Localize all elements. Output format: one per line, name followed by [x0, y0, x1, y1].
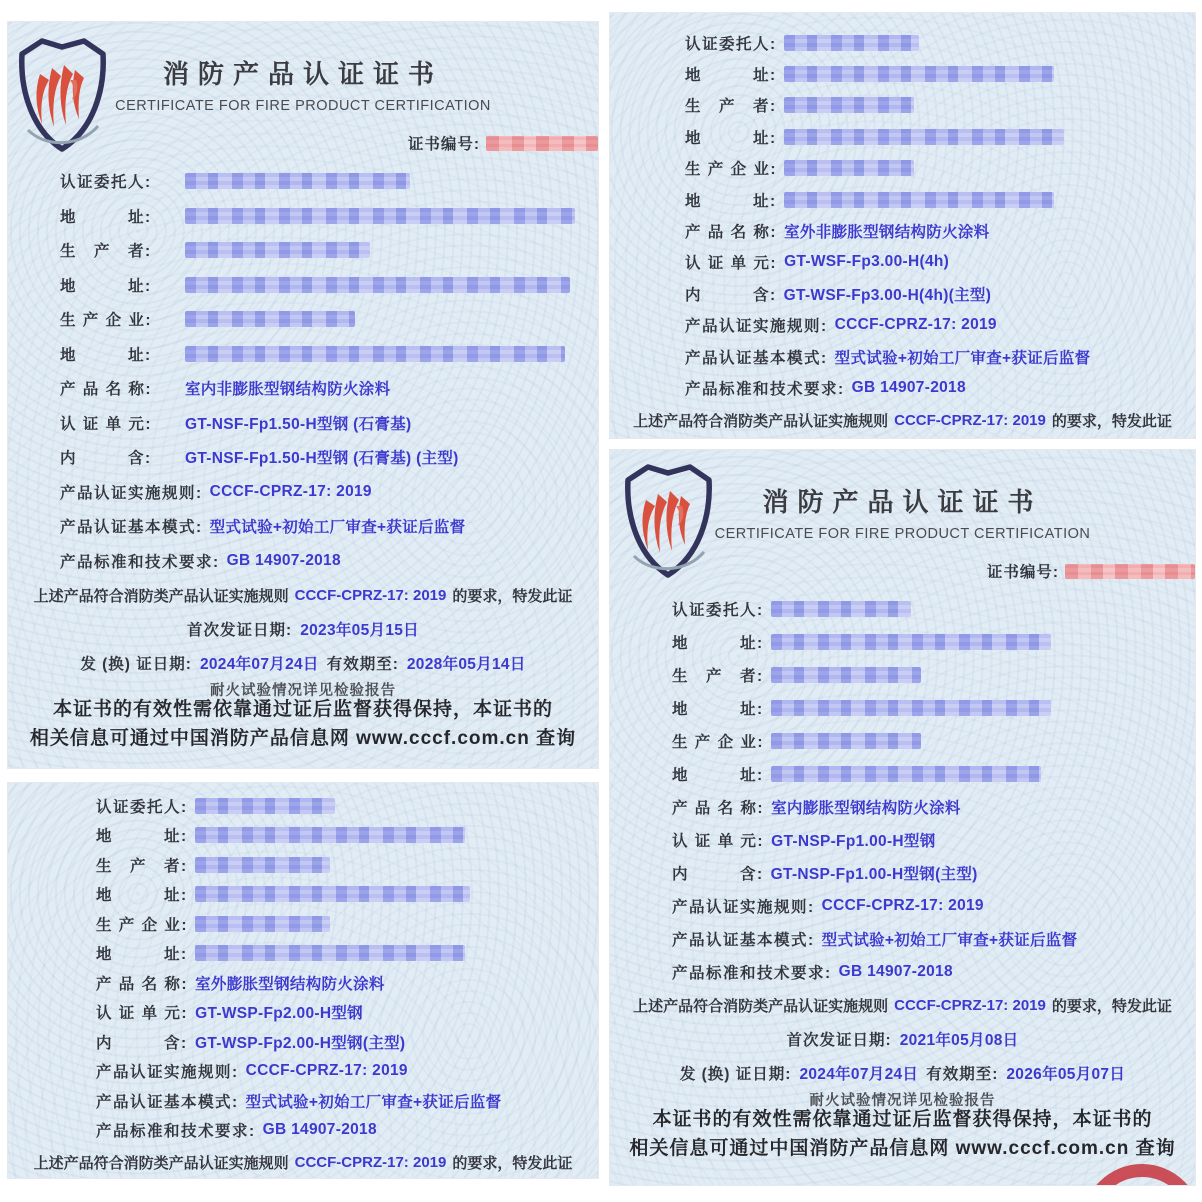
valid-until-label: 有效期至: — [326, 656, 399, 673]
field-label: 地 址: — [685, 192, 777, 210]
field-value: GT-WSF-Fp3.00-H(4h)(主型) — [783, 286, 992, 304]
field-label: 地 址: — [96, 828, 188, 846]
field-row — [8, 544, 598, 579]
field-row — [610, 658, 1195, 691]
certificate-bottom-right — [610, 450, 1195, 1185]
statement-rule-code: CCCF-CPRZ-17: 2019 — [294, 586, 447, 604]
red-seal-partial — [1082, 1164, 1195, 1185]
field-row — [8, 998, 598, 1028]
field-label: 认证委托人: — [60, 174, 152, 192]
first-issue-date: 2021年05月08日 — [899, 1032, 1019, 1049]
statement-rule-code: CCCF-CPRZ-17: 2019 — [894, 412, 1046, 430]
field-row — [610, 757, 1195, 790]
field-row — [610, 121, 1195, 152]
field-value: GT-NSP-Fp1.00-H型钢(主型) — [770, 865, 978, 883]
field-value: GB 14907-2018 — [851, 378, 966, 396]
statement-pre: 上述产品符合消防类产品认证实施规则 — [33, 587, 289, 605]
redacted-value — [784, 97, 914, 113]
field-row — [8, 850, 598, 880]
validity-statement-line2: 相关信息可通过中国消防产品信息网 www.cccf.com.cn 查询 — [29, 728, 577, 749]
redacted-value — [185, 346, 565, 362]
field-row — [8, 880, 598, 910]
field-label: 产品标准和技术要求: — [60, 553, 220, 571]
field-value: 室外膨胀型钢结构防火涂料 — [195, 975, 385, 993]
redacted-value — [784, 35, 919, 51]
field-label: 地 址: — [96, 946, 188, 964]
field-row — [610, 27, 1195, 58]
field-label: 认证委托人: — [96, 798, 188, 816]
field-row — [610, 955, 1195, 988]
certificate-title-cn: 消防产品认证证书 — [162, 59, 443, 89]
field-row — [610, 215, 1195, 246]
redacted-value — [771, 700, 1051, 716]
field-row — [8, 1116, 598, 1146]
reissue-label: 发 (换) 证日期: — [80, 656, 192, 673]
field-label: 认 证 单 元: — [60, 415, 153, 433]
redacted-value — [185, 311, 355, 327]
conformity-statement — [610, 988, 1195, 1022]
field-label: 产品标准和技术要求: — [685, 380, 845, 398]
certificate-top-right — [610, 13, 1195, 438]
field-row — [610, 592, 1195, 625]
statement-pre: 上述产品符合消防类产品认证实施规则 — [633, 413, 889, 431]
validity-statement-line2: 相关信息可通过中国消防产品信息网 www.cccf.com.cn 查询 — [629, 1138, 1176, 1159]
field-label: 地 址: — [685, 129, 777, 147]
field-label: 产品认证基本模式: — [672, 931, 815, 949]
redacted-value — [784, 66, 1054, 82]
field-row — [8, 337, 598, 372]
field-label: 内 含: — [685, 286, 777, 304]
field-rows — [8, 164, 598, 578]
field-value: CCCF-CPRZ-17: 2019 — [245, 1062, 408, 1080]
field-label: 内 含: — [96, 1034, 188, 1052]
statement-pre: 上述产品符合消防类产品认证实施规则 — [33, 1154, 289, 1172]
field-row — [8, 268, 598, 303]
field-label: 产 品 名 称: — [96, 975, 189, 993]
first-issue-dateline — [610, 1022, 1195, 1056]
redacted-value — [771, 733, 921, 749]
field-row — [610, 790, 1195, 823]
field-label: 内 含: — [672, 865, 764, 883]
field-label: 生 产 者: — [60, 243, 152, 261]
redacted-value — [195, 945, 465, 961]
field-label: 生 产 企 业: — [685, 161, 778, 179]
field-row — [610, 153, 1195, 184]
field-value: 室外非膨胀型钢结构防火涂料 — [784, 224, 990, 242]
field-row — [610, 278, 1195, 309]
field-row — [8, 968, 598, 998]
redacted-value — [185, 277, 570, 293]
field-row — [610, 184, 1195, 215]
field-row — [610, 823, 1195, 856]
statement-post: 的要求，特发此证 — [1051, 997, 1172, 1015]
field-value: CCCF-CPRZ-17: 2019 — [209, 482, 372, 500]
certificate-title-en: CERTIFICATE FOR FIRE PRODUCT CERTIFICATION — [714, 526, 1091, 542]
field-row — [8, 440, 598, 475]
field-label: 生 产 企 业: — [96, 916, 189, 934]
field-row — [8, 371, 598, 406]
field-row — [610, 856, 1195, 889]
first-issue-label: 首次发证日期: — [187, 622, 293, 639]
field-row — [8, 199, 598, 234]
field-value: GB 14907-2018 — [262, 1121, 377, 1139]
redacted-value — [195, 886, 470, 902]
fire-shield-logo — [618, 460, 718, 582]
statement-rule-code: CCCF-CPRZ-17: 2019 — [894, 996, 1046, 1014]
statement-rule-code: CCCF-CPRZ-17: 2019 — [294, 1153, 447, 1171]
field-label: 产 品 名 称: — [685, 224, 778, 242]
field-row — [610, 691, 1195, 724]
reissue-date: 2024年07月24日 — [199, 656, 319, 673]
redacted-value — [784, 160, 914, 176]
field-value: 型式试验+初始工厂审查+获证后监督 — [821, 931, 1078, 949]
field-label: 产品认证基本模式: — [685, 349, 828, 367]
redacted-value — [185, 173, 410, 189]
redacted-value — [185, 208, 575, 224]
field-label: 产品标准和技术要求: — [672, 964, 832, 982]
first-issue-date: 2023年05月15日 — [300, 622, 419, 639]
certificate-number-label: 证书编号: — [986, 564, 1059, 581]
field-value: GB 14907-2018 — [838, 962, 953, 980]
field-rows — [610, 27, 1195, 404]
field-row — [8, 791, 598, 821]
field-label: 产 品 名 称: — [60, 381, 153, 399]
field-label: 产品认证实施规则: — [672, 898, 815, 916]
field-label: 认 证 单 元: — [672, 832, 765, 850]
redacted-value — [195, 827, 465, 843]
field-row — [8, 302, 598, 337]
field-label: 认证委托人: — [672, 601, 764, 619]
redacted-certificate-number — [486, 136, 598, 151]
redacted-value — [195, 798, 335, 814]
certificate-title-en: CERTIFICATE FOR FIRE PRODUCT CERTIFICATION — [115, 98, 491, 114]
redacted-value — [185, 242, 370, 258]
field-label: 产 品 名 称: — [672, 799, 765, 817]
redacted-value — [771, 601, 911, 617]
field-rows — [610, 592, 1195, 988]
statement-pre: 上述产品符合消防类产品认证实施规则 — [633, 997, 889, 1015]
redacted-value — [771, 634, 1051, 650]
field-row — [8, 406, 598, 441]
valid-until-label: 有效期至: — [926, 1066, 999, 1083]
redacted-certificate-number — [1065, 564, 1195, 579]
field-value: CCCF-CPRZ-17: 2019 — [821, 896, 984, 914]
field-rows — [8, 791, 598, 1145]
field-label: 产品认证实施规则: — [60, 484, 203, 502]
fire-shield-logo — [12, 34, 112, 156]
field-value: 型式试验+初始工厂审查+获证后监督 — [209, 519, 466, 537]
certificate-bottom-left — [8, 783, 598, 1178]
certificate-number-label: 证书编号: — [407, 136, 480, 153]
field-row — [610, 90, 1195, 121]
field-row — [610, 341, 1195, 372]
field-label: 地 址: — [60, 208, 152, 226]
field-row — [8, 233, 598, 268]
redacted-value — [784, 129, 1064, 145]
field-label: 产品认证基本模式: — [60, 519, 203, 537]
fire-test-note: 耐火试验情况详见检验报告 — [210, 683, 396, 699]
field-row — [8, 909, 598, 939]
field-label: 产品认证实施规则: — [96, 1064, 239, 1082]
redacted-value — [771, 766, 1041, 782]
field-value: 室内非膨胀型钢结构防火涂料 — [185, 381, 391, 399]
validity-statement-line1: 本证书的有效性需依靠通过证后监督获得保持，本证书的 — [652, 1109, 1153, 1130]
field-value: 型式试验+初始工厂审查+获证后监督 — [834, 349, 1091, 367]
field-row — [8, 509, 598, 544]
field-value: GT-WSP-Fp2.00-H型钢 — [195, 1005, 363, 1023]
field-row — [8, 1086, 598, 1116]
field-label: 认 证 单 元: — [96, 1005, 189, 1023]
fire-test-note: 耐火试验情况详见检验报告 — [809, 1093, 996, 1109]
statement-post: 的要求，特发此证 — [1051, 413, 1172, 431]
field-row — [610, 58, 1195, 89]
reissue-label: 发 (换) 证日期: — [679, 1066, 792, 1083]
field-value: GT-NSP-Fp1.00-H型钢 — [771, 832, 936, 850]
field-label: 产品认证实施规则: — [685, 318, 828, 336]
field-value: CCCF-CPRZ-17: 2019 — [834, 316, 997, 334]
field-row — [8, 821, 598, 851]
field-label: 地 址: — [672, 634, 764, 652]
conformity-statement — [8, 1145, 598, 1178]
field-row — [610, 372, 1195, 403]
field-value: 型式试验+初始工厂审查+获证后监督 — [245, 1093, 502, 1111]
field-label: 生 产 企 业: — [672, 733, 765, 751]
valid-until-date: 2028年05月14日 — [406, 656, 526, 673]
field-label: 认 证 单 元: — [685, 255, 778, 273]
reissue-date: 2024年07月24日 — [799, 1066, 919, 1083]
statement-post: 的要求，特发此证 — [452, 587, 573, 605]
validity-statement-line1: 本证书的有效性需依靠通过证后监督获得保持，本证书的 — [52, 699, 553, 720]
field-row — [8, 939, 598, 969]
field-label: 地 址: — [672, 700, 764, 718]
field-label: 地 址: — [60, 346, 152, 364]
conformity-statement — [610, 404, 1195, 438]
statement-post: 的要求，特发此证 — [452, 1154, 573, 1172]
field-label: 认证委托人: — [685, 35, 777, 53]
field-label: 产品标准和技术要求: — [96, 1123, 256, 1141]
field-value: GB 14907-2018 — [226, 551, 341, 569]
field-label: 产品认证基本模式: — [96, 1093, 239, 1111]
field-value: 室内膨胀型钢结构防火涂料 — [771, 799, 961, 817]
field-label: 生 产 者: — [685, 98, 777, 116]
field-label: 地 址: — [685, 67, 777, 85]
field-label: 内 含: — [60, 450, 152, 468]
field-row — [8, 475, 598, 510]
field-row — [8, 1057, 598, 1087]
field-value: GT-NSF-Fp1.50-H型钢 (石膏基) (主型) — [185, 450, 459, 468]
reissue-dateline — [610, 1056, 1195, 1090]
field-row — [610, 247, 1195, 278]
field-label: 生 产 者: — [96, 857, 188, 875]
field-label: 生 产 企 业: — [60, 312, 153, 330]
field-value: GT-WSF-Fp3.00-H(4h) — [784, 253, 950, 271]
redacted-value — [195, 916, 330, 932]
first-issue-dateline — [8, 612, 598, 646]
field-row — [8, 1027, 598, 1057]
redacted-value — [784, 192, 1054, 208]
field-row — [610, 724, 1195, 757]
field-value: GT-NSF-Fp1.50-H型钢 (石膏基) — [185, 415, 412, 433]
field-value: GT-WSP-Fp2.00-H型钢(主型) — [195, 1034, 406, 1052]
field-label: 生 产 者: — [672, 667, 764, 685]
field-row — [610, 922, 1195, 955]
valid-until-date: 2026年05月07日 — [1006, 1066, 1126, 1083]
reissue-dateline — [8, 646, 598, 680]
field-label: 地 址: — [96, 887, 188, 905]
field-row — [8, 164, 598, 199]
redacted-value — [771, 667, 921, 683]
field-row — [610, 889, 1195, 922]
conformity-statement — [8, 578, 598, 612]
certificate-title-cn: 消防产品认证证书 — [762, 487, 1043, 517]
redacted-value — [195, 857, 330, 873]
field-row — [610, 625, 1195, 658]
field-row — [610, 310, 1195, 341]
field-label: 地 址: — [672, 766, 764, 784]
certificate-top-left — [8, 22, 598, 768]
first-issue-label: 首次发证日期: — [786, 1032, 892, 1049]
field-label: 地 址: — [60, 277, 152, 295]
